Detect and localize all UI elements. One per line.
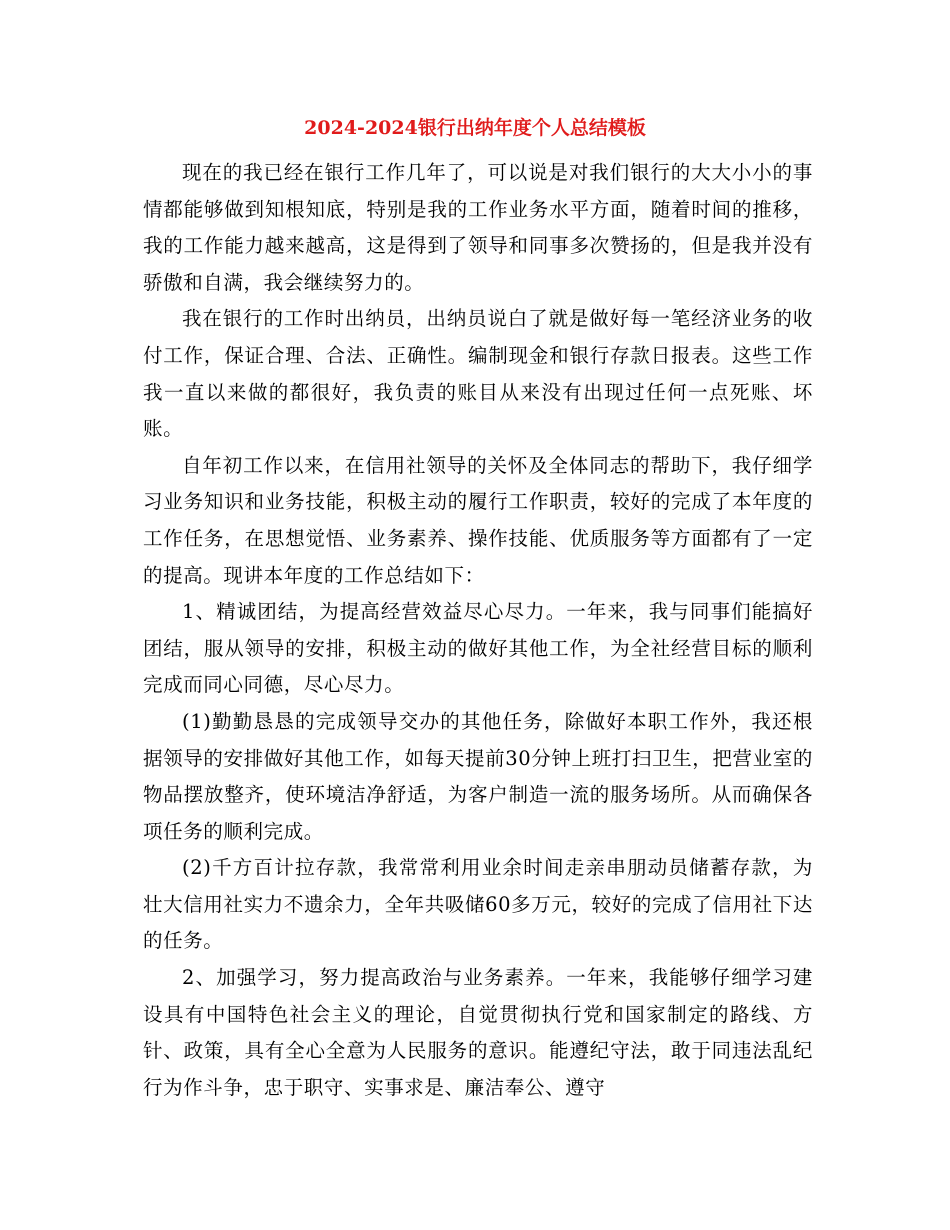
paragraph: 2、加强学习，努力提高政治与业务素养。一年来，我能够仔细学习建设具有中国特色社会主义的理论，自觉贯彻执行党和国家制定的路线、方针、政策，具有全心全意为人民服务的意识。能遵纪守法，敢于同违法乱纪行为作斗争，忠于职守、实事求是、廉洁奉公、遵守: [143, 966, 813, 1099]
document-body: [143, 155, 813, 1106]
document-title: 2024-2024银行出纳年度个人总结模板: [304, 117, 646, 139]
paragraph: 1、精诚团结，为提高经营效益尽心尽力。一年来，我与同事们能搞好团结，服从领导的安排，积极主动的做好其他工作，为全社经营目标的顺利完成而同心同德，尽心尽力。: [143, 600, 813, 697]
paragraph: 自年初工作以来，在信用社领导的关怀及全体同志的帮助下，我仔细学习业务知识和业务技能，积极主动的履行工作职责，较好的完成了本年度的工作任务，在思想觉悟、业务素养、操作技能、优质服务等方面都有了一定的提高。现讲本年度的工作总结如下：: [143, 453, 813, 587]
paragraph: (1)勤勤恳恳的完成领导交办的其他任务，除做好本职工作外，我还根据领导的安排做好其他工作，如每天提前30分钟上班打扫卫生，把营业室的物品摆放整齐，使环境洁净舒适，为客户制造一流的服务场所。从而确保各项任务的顺利完成。: [143, 709, 813, 843]
paragraph: 现在的我已经在银行工作几年了，可以说是对我们银行的大大小小的事情都能够做到知根知底，特别是我的工作业务水平方面，随着时间的推移，我的工作能力越来越高，这是得到了领导和同事多次赞扬的，但是我并没有骄傲和自满，我会继续努力的。: [143, 161, 813, 294]
paragraph: 我在银行的工作时出纳员，出纳员说白了就是做好每一笔经济业务的收付工作，保证合理、合法、正确性。编制现金和银行存款日报表。这些工作我一直以来做的都很好，我负责的账目从来没有出现过任何一点死账、坏账。: [143, 307, 813, 441]
paragraph: (2)千方百计拉存款，我常常利用业余时间走亲串朋动员储蓄存款，为壮大信用社实力不遗余力，全年共吸储60多万元，较好的完成了信用社下达的任务。: [143, 856, 813, 953]
